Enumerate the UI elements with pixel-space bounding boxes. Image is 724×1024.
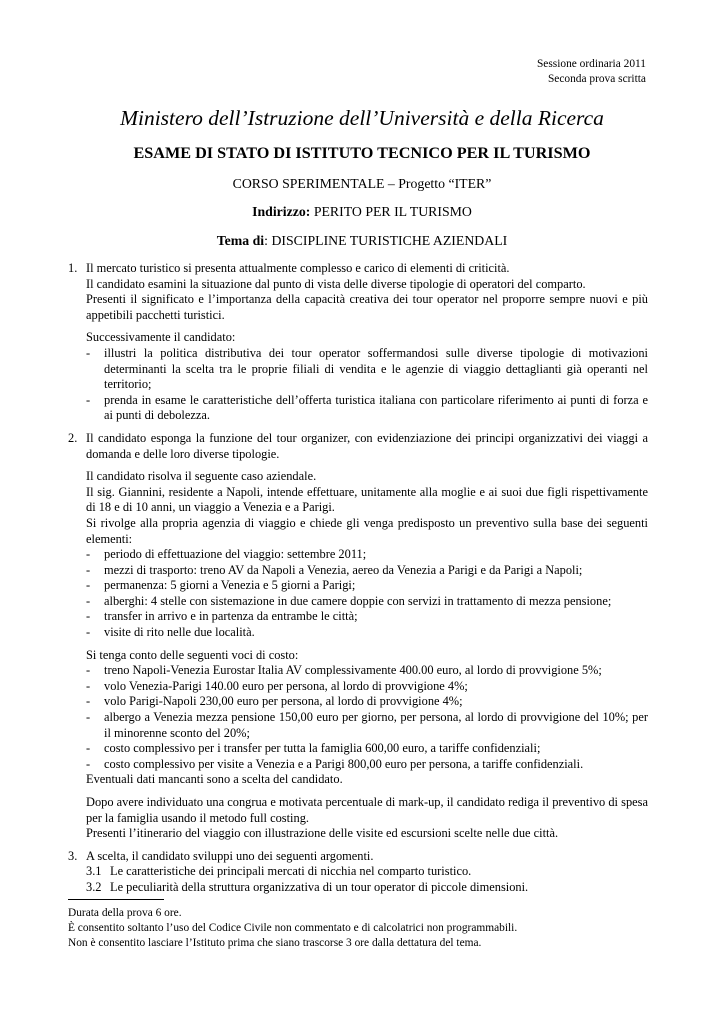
bullet-item bbox=[86, 578, 648, 594]
bullet-item bbox=[86, 346, 648, 393]
paragraph: Il mercato turistico si presenta attualmente complesso e carico di elementi di criticità. bbox=[86, 261, 510, 275]
bullet-text: illustri la politica distributiva dei tour operator soffermandosi sulle diverse tipologie di motivazioni determinanti la scelta tra le proprie filiali di vendita e le agenzie di viaggio dettaglianti già operanti nel territorio; bbox=[104, 345, 648, 392]
tema-label: Tema di bbox=[216, 233, 265, 248]
bullet-dash: - bbox=[86, 741, 91, 756]
paragraph: Dopo avere individuato una congrua e motivata percentuale di mark-up, il candidato rediga il preventivo di spesa per la famiglia usando il metodo full costing. bbox=[86, 795, 648, 825]
paragraph: Il sig. Giannini, residente a Napoli, intende effettuare, unitamente alla moglie e ai suoi due figli rispettivamente di 18 e di 10 anni, un viaggio a Venezia e a Parigi. bbox=[86, 484, 648, 515]
bullet-text: alberghi: 4 stelle con sistemazione in due camere doppie con servizi in trattamento di mezza pensione; bbox=[104, 593, 612, 608]
paragraph: Si rivolge alla propria agenzia di viaggio e chiede gli venga predisposto un preventivo sulla base dei seguenti elementi: bbox=[86, 515, 648, 546]
cost-item bbox=[86, 694, 648, 710]
paragraph: A scelta, il candidato sviluppi uno dei seguenti argomenti. bbox=[86, 848, 374, 863]
paragraph: Si tenga conto delle seguenti voci di costo: bbox=[86, 647, 299, 662]
bullet-item bbox=[86, 547, 648, 563]
option-item bbox=[86, 864, 648, 880]
bullet-text: visite di rito nelle due località. bbox=[104, 625, 255, 640]
bullet-dash: - bbox=[86, 678, 91, 693]
bullet-dash: - bbox=[86, 562, 91, 577]
cost-text: albergo a Venezia mezza pensione 150,00 euro per giorno, per persona, al lordo di provvigione del 10%; per il minorenne sconto del 20%; bbox=[104, 710, 648, 740]
exam-title: ESAME DI STATO DI ISTITUTO TECNICO PER IL TURISMO bbox=[133, 144, 591, 162]
bullet-text: transfer in arrivo e in partenza da entrambe le città; bbox=[104, 609, 358, 624]
bullet-text: mezzi di trasporto: treno AV da Napoli a Venezia, aereo da Venezia a Parigi e da Parigi a Napoli; bbox=[104, 562, 583, 577]
paragraph: Il candidato esamini la situazione dal punto di vista delle diverse tipologie di operatori del comparto. bbox=[86, 276, 586, 291]
bullet-dash: - bbox=[86, 593, 91, 608]
bullet-dash: - bbox=[86, 345, 91, 360]
allowed-note: È consentito soltanto l’uso del Codice Civile non commentato e di calcolatrici non programmabili. bbox=[68, 922, 518, 934]
bullet-dash: - bbox=[86, 392, 91, 407]
bullet-dash: - bbox=[86, 756, 91, 771]
question-2 bbox=[68, 431, 648, 842]
duration-note: Durata della prova 6 ore. bbox=[68, 907, 182, 919]
paragraph: Il candidato esponga la funzione del tour organizer, con evidenziazione dei principi organizzativi dei viaggi a domanda e delle loro diverse tipologie. bbox=[86, 430, 648, 461]
bullet-text: periodo di effettuazione del viaggio: settembre 2011; bbox=[104, 547, 367, 562]
paragraph: Eventuali dati mancanti sono a scelta del candidato. bbox=[86, 772, 343, 787]
bullet-dash: - bbox=[86, 625, 91, 640]
bullet-dash: - bbox=[86, 547, 91, 562]
question-3 bbox=[68, 849, 648, 896]
bullet-dash: - bbox=[86, 694, 91, 709]
cost-item bbox=[86, 741, 648, 757]
question-number: 1. bbox=[68, 261, 78, 275]
bullet-item bbox=[86, 609, 648, 625]
bullet-dash: - bbox=[86, 710, 91, 725]
cost-item bbox=[86, 757, 648, 773]
indirizzo-label: Indirizzo: bbox=[252, 204, 311, 219]
paragraph: Presenti l’itinerario del viaggio con illustrazione delle visite ed escursioni scelte nelle due città. bbox=[86, 826, 559, 841]
question-number: 2. bbox=[68, 430, 78, 445]
exam-body bbox=[68, 261, 648, 896]
option-item bbox=[86, 880, 648, 896]
cost-item bbox=[86, 679, 648, 695]
paragraph: Successivamente il candidato: bbox=[86, 330, 236, 345]
bullet-dash: - bbox=[86, 663, 91, 678]
bullet-item bbox=[86, 594, 648, 610]
session-header bbox=[537, 57, 646, 87]
cost-text: costo complessivo per visite a Venezia e a Parigi 800,00 euro per persona, a tariffe confidenziali. bbox=[104, 756, 584, 771]
bullet-text: prenda in esame le caratteristiche dell’offerta turistica italiana con particolare riferimento ai punti di forza e ai punti di debolezza. bbox=[104, 392, 648, 423]
session-label: Sessione ordinaria 2011 bbox=[536, 58, 646, 70]
bullet-dash: - bbox=[86, 578, 91, 593]
bullet-dash: - bbox=[86, 609, 91, 624]
cost-text: volo Parigi-Napoli 230,00 euro per persona, al lordo di provvigione 4%; bbox=[104, 694, 463, 709]
tema-line bbox=[0, 232, 724, 250]
option-number: 3.1 bbox=[86, 864, 102, 879]
question-1 bbox=[68, 261, 648, 424]
tema-value: : DISCIPLINE TURISTICHE AZIENDALI bbox=[264, 233, 508, 248]
course-title: CORSO SPERIMENTALE – Progetto “ITER” bbox=[232, 176, 492, 191]
paragraph: Il candidato risolva il seguente caso aziendale. bbox=[86, 469, 317, 484]
cost-text: volo Venezia-Parigi 140.00 euro per persona, al lordo di provvigione 4%; bbox=[104, 678, 468, 693]
test-label: Seconda prova scritta bbox=[547, 73, 646, 85]
indirizzo-value: PERITO PER IL TURISMO bbox=[310, 204, 472, 219]
option-number: 3.2 bbox=[86, 879, 102, 894]
footer-notes bbox=[68, 906, 668, 951]
bullet-item bbox=[86, 625, 648, 641]
option-text: Le peculiarità della struttura organizzativa di un tour operator di piccole dimensioni. bbox=[110, 879, 529, 894]
question-number: 3. bbox=[68, 848, 78, 863]
leave-note: Non è consentito lasciare l’Istituto prima che siano trascorse 3 ore dalla dettatura del tema. bbox=[68, 937, 482, 949]
footer-divider bbox=[68, 899, 164, 900]
cost-item bbox=[86, 710, 648, 741]
cost-text: treno Napoli-Venezia Eurostar Italia AV complessivamente 400.00 euro, al lordo di provvigione 5%; bbox=[104, 663, 602, 678]
option-text: Le caratteristiche dei principali mercati di nicchia nel comparto turistico. bbox=[110, 864, 472, 879]
cost-text: costo complessivo per i transfer per tutta la famiglia 600,00 euro, a tariffe confidenziali; bbox=[104, 741, 541, 756]
bullet-text: permanenza: 5 giorni a Venezia e 5 giorni a Parigi; bbox=[104, 578, 356, 593]
indirizzo-line bbox=[0, 203, 724, 221]
cost-item bbox=[86, 663, 648, 679]
paragraph: Presenti il significato e l’importanza della capacità creativa dei tour operator nel proporre sempre nuovi e più appetibili pacchetti turistici. bbox=[86, 292, 648, 322]
bullet-item bbox=[86, 393, 648, 424]
bullet-item bbox=[86, 563, 648, 579]
ministry-title: Ministero dell’Istruzione dell’Università e della Ricerca bbox=[120, 106, 604, 130]
